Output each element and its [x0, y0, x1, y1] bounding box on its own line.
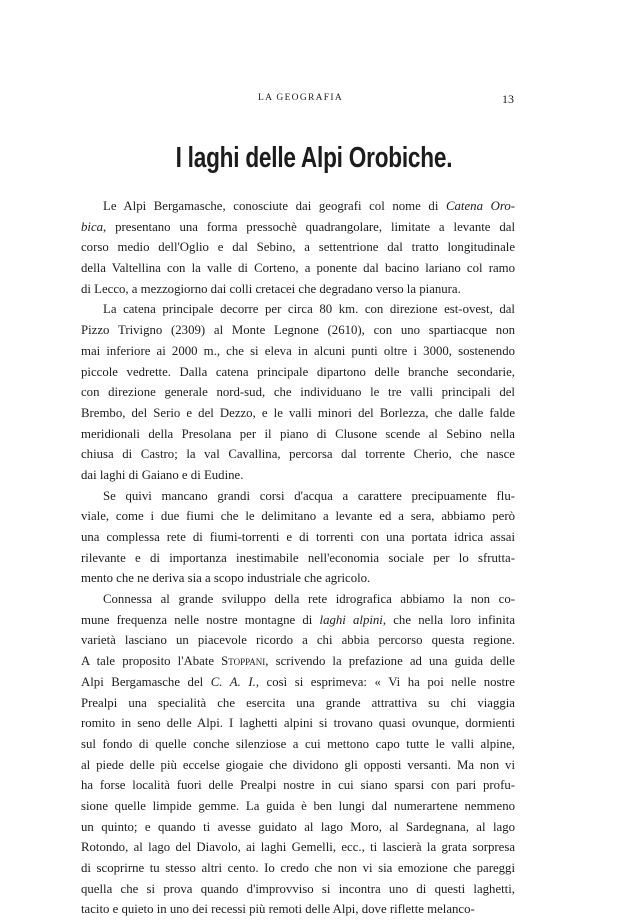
text-run: La catena principale decorre per circa 80 km. con direzione est-ovest, dal	[103, 302, 515, 317]
text-line	[81, 713, 515, 734]
text-line	[81, 506, 515, 527]
small-caps-text: Stoppani	[221, 654, 266, 669]
text-line	[81, 672, 515, 693]
text-run: mai inferiore ai 2000 m., che si eleva in alcuni punti oltre i 3000, sostenendo	[81, 343, 515, 358]
text-run: Brembo, del Serio e del Dezzo, e le valli minori del Borlezza, che dalle falde	[81, 405, 515, 420]
text-line	[81, 465, 515, 486]
text-line	[81, 630, 515, 651]
text-line	[81, 796, 515, 817]
text-line	[81, 775, 515, 796]
text-line	[81, 299, 515, 320]
italic-text: Catena Oro-	[446, 199, 515, 213]
text-run: Pizzo Trivigno (2309) al Monte Legnone (2610), con uno spartiacque non	[81, 323, 515, 338]
text-line	[81, 403, 515, 424]
text-line	[81, 486, 515, 507]
text-run: una complessa rete di fiumi-torrenti e di torrenti con una portata idrica assai	[81, 530, 515, 544]
text-line	[81, 196, 515, 217]
text-run: ha forse località fuori delle Prealpi nostre in cui siano sparsi con pari profu-	[81, 778, 515, 793]
text-line	[81, 858, 515, 879]
text-run: mento che ne deriva sia a scopo industriale che agricolo.	[81, 571, 371, 586]
chapter-title: I laghi delle Alpi Orobiche.	[175, 142, 453, 174]
running-title: LA GEOGRAFIA	[258, 93, 344, 103]
text-run: Alpi Bergamasche del	[81, 674, 211, 689]
text-line	[81, 341, 515, 362]
text-run: mune frequenza nelle nostre montagne di	[81, 612, 320, 627]
text-line	[81, 382, 515, 403]
text-run: , scrivendo la prefazione ad una guida delle	[265, 654, 515, 669]
italic-text: bica	[81, 219, 104, 234]
text-run: Le Alpi Bergamasche, conosciute dai geografi col nome di	[103, 199, 446, 213]
text-run: chiusa di Castro; la val Cavallina, percorsa dal torrente Cherio, che nasce	[81, 447, 515, 462]
text-line	[81, 424, 515, 445]
text-run: al piede delle più eccelse giogaie che dividono gli opposti versanti. Ma non vi	[81, 757, 515, 772]
text-run: con direzione generale nord-sud, che individuano le tre valli principali del	[81, 385, 515, 400]
text-run: Prealpi una specialità che esercita una grande attrattiva su chi viaggia	[81, 695, 515, 710]
text-line	[81, 651, 515, 672]
text-line	[81, 837, 515, 858]
text-line	[81, 548, 515, 569]
text-run: Rotondo, al lago del Diavolo, ai laghi Gemelli, ecc., ti lascierà la grata sorpresa	[81, 840, 515, 855]
text-run: corso medio dell'Oglio e dal Sebino, a settentrione dal tratto longitudinale	[81, 240, 515, 255]
text-run: romito in seno delle Alpi. I laghetti alpini si trovano quasi ovunque, dormienti	[81, 716, 515, 731]
text-line	[81, 568, 515, 589]
text-run: della Valtellina con la valle di Corteno, a ponente dal bacino lariano col ramo	[81, 261, 515, 276]
text-line	[81, 755, 515, 776]
text-run: A tale proposito l'Abate	[81, 654, 222, 669]
text-line	[81, 610, 515, 631]
text-run: viale, come i due fiumi che le delimitano a levante ed a sera, abbiamo però	[81, 509, 515, 524]
text-run: quella che si prova quando d'improvviso si incontra uno di questi laghetti,	[81, 881, 515, 896]
running-head	[0, 93, 634, 109]
text-run: dai laghi di Gaiano e di Eudine.	[81, 467, 244, 482]
text-line	[81, 899, 515, 920]
body-text	[81, 196, 515, 920]
text-run: sione quelle limpide gemme. La guida è ben lungi dal numerartene nemmeno	[81, 798, 515, 813]
text-run: sul fondo di quelle conche silenziose a cui mettono capo tutte le valli alpine,	[81, 736, 515, 751]
text-line	[81, 879, 515, 900]
text-run: un quinto; e quando ti avesse guidato al lago Moro, al Sardegnana, al lago	[81, 819, 515, 834]
text-line	[81, 217, 515, 238]
text-line	[81, 258, 515, 279]
text-run: , che nella loro infinita	[382, 612, 515, 627]
text-run: rilevante e di importanza inestimabile nell'economia sociale per lo sfrutta-	[81, 550, 515, 565]
text-run: Connessa al grande sviluppo della rete idrografica abbiamo la non co-	[103, 592, 515, 607]
text-line	[81, 237, 515, 258]
text-run: tacito e quieto in uno dei recessi più remoti delle Alpi, dove riflette melanco-	[81, 902, 475, 917]
text-line	[81, 734, 515, 755]
page-number: 13	[502, 92, 514, 106]
text-run: , così si esprimeva: « Vi ha poi nelle nostre	[255, 674, 515, 689]
text-run: di Lecco, a mezzogiorno dai colli cretacei che degradano verso la pianura.	[81, 281, 461, 296]
text-run: varietà lasciano un piacevole ricordo a chi abbia percorso questa regione.	[81, 633, 515, 648]
text-line	[81, 589, 515, 610]
text-line	[81, 527, 515, 548]
text-run: , presentano una forma pressochè quadrangolare, limitate a levante dal	[103, 219, 515, 234]
text-run: di scoprirne tu stesso altri cento. Io credo che non vi sia emozione che pareggi	[81, 861, 515, 875]
text-run: meridionali della Presolana per il piano di Clusone scende al Sebino nella	[81, 426, 515, 441]
text-run: Se quivi mancano grandi corsi d'acqua a carattere precipuamente flu-	[103, 488, 515, 503]
text-line	[81, 817, 515, 838]
text-run: piccole vedrette. Dalla catena principale dipartono delle branche secondarie,	[81, 364, 515, 379]
text-line	[81, 362, 515, 383]
text-line	[81, 693, 515, 714]
italic-text: laghi alpini	[319, 612, 383, 627]
text-line	[81, 279, 515, 300]
text-line	[81, 320, 515, 341]
text-line	[81, 444, 515, 465]
italic-text: C. A. I.	[210, 674, 256, 689]
